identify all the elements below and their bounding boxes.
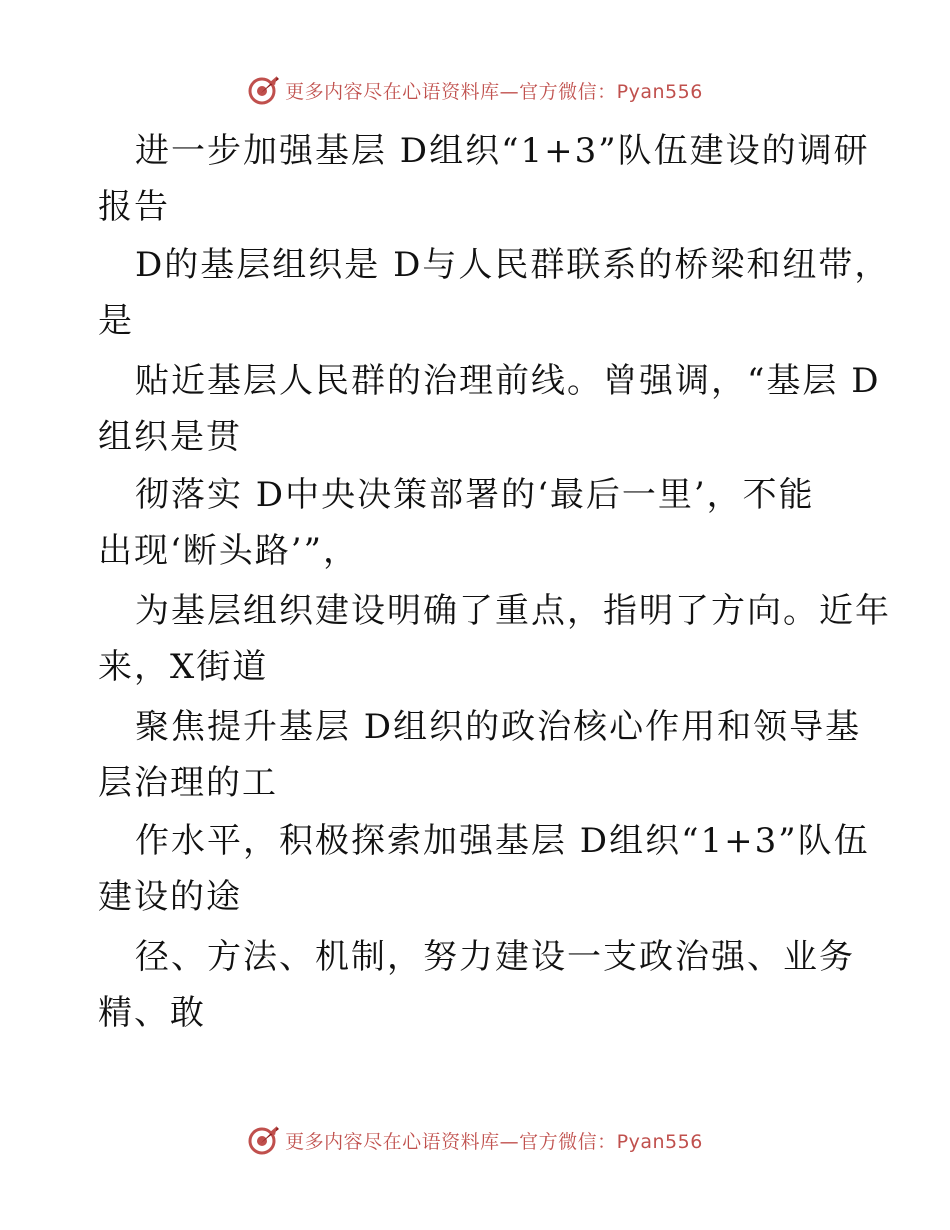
header-brand: 更多内容尽在心语资料库	[285, 80, 500, 103]
feather-circle-logo-icon	[247, 1123, 281, 1157]
footer-banner	[0, 1120, 950, 1160]
header-contact: 官方微信：Pyan556	[519, 80, 703, 103]
body-line: 为基层组织建设明确了重点，指明了方向。近年	[135, 591, 891, 631]
header-separator: —	[499, 80, 520, 103]
body-line: 出现‘断头路’”，	[98, 531, 359, 571]
body-line: 进一步加强基层 D组织“1+3”队伍建设的调研	[135, 131, 870, 171]
body-line: 来，X街道	[98, 647, 269, 687]
body-line: 报告	[98, 187, 170, 227]
body-line: D的基层组织是 D与人民群联系的桥梁和纽带，	[135, 245, 891, 285]
body-line: 是	[98, 301, 134, 341]
body-line: 层治理的工	[98, 763, 278, 803]
footer-contact: 官方微信：Pyan556	[519, 1130, 703, 1153]
header-banner	[0, 70, 950, 110]
body-line: 组织是贯	[98, 417, 242, 457]
body-line: 作水平，积极探索加强基层 D组织“1+3”队伍	[135, 821, 870, 861]
footer-separator: —	[499, 1130, 520, 1153]
feather-circle-logo-icon	[247, 73, 281, 107]
body-line: 精、敢	[98, 993, 206, 1033]
footer-brand: 更多内容尽在心语资料库	[285, 1130, 500, 1153]
body-line: 建设的途	[98, 877, 242, 917]
body-line: 聚焦提升基层 D组织的政治核心作用和领导基	[135, 707, 862, 747]
body-line: 径、方法、机制，努力建设一支政治强、业务	[135, 937, 855, 977]
body-line: 贴近基层人民群的治理前线。曾强调，“基层 D	[135, 361, 881, 401]
body-line: 彻落实 D中央决策部署的‘最后一里’，不能	[135, 475, 815, 515]
